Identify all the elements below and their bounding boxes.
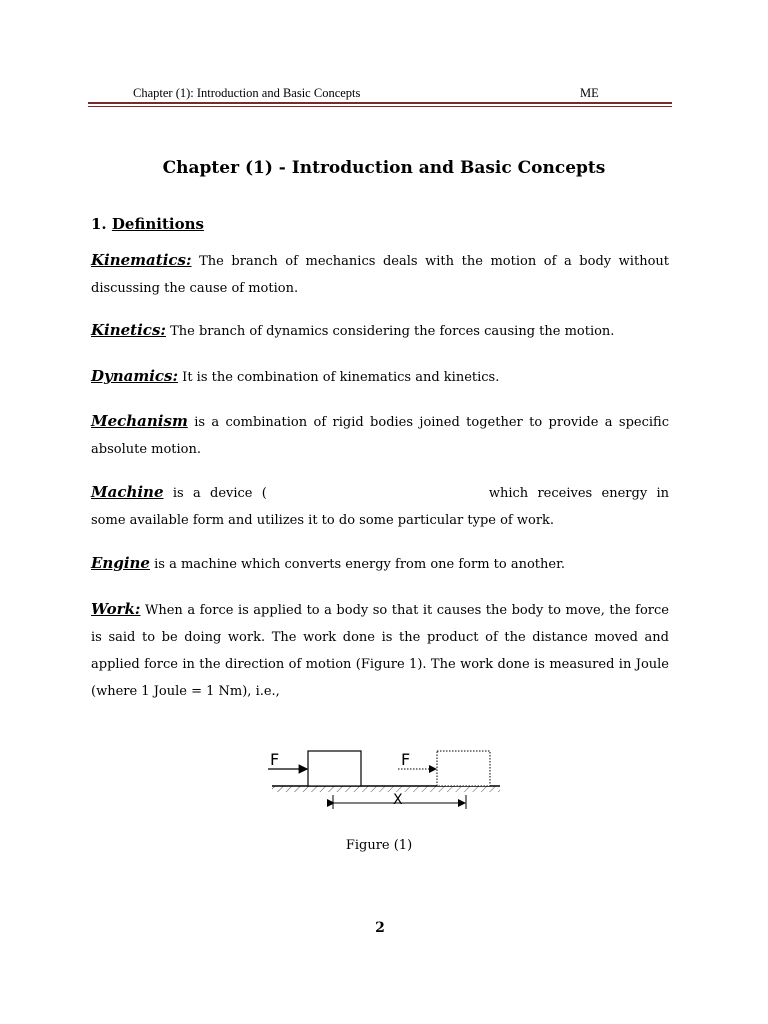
definition-text-before: is a device ( <box>163 486 267 501</box>
figure-caption: Figure (1) <box>345 838 413 853</box>
page-number: 2 <box>375 920 385 936</box>
running-header-right: ME <box>580 86 599 100</box>
term-kinematics: Kinematics: <box>91 251 192 269</box>
definition-text: is a machine which converts energy from one form to another. <box>149 557 566 572</box>
section-number: 1. <box>91 215 107 233</box>
running-header-left: Chapter (1): Introduction and Basic Concepts <box>133 86 361 100</box>
force-label-left: F <box>270 750 280 769</box>
force-label-right: F <box>401 750 411 769</box>
distance-label: X <box>393 792 403 808</box>
term-mechanism: Mechanism <box>91 412 188 430</box>
definition-text: It is the combination of kinematics and kinetics. <box>178 370 500 385</box>
term-work: Work: <box>91 600 141 618</box>
term-kinetics: Kinetics: <box>91 321 166 339</box>
term-dynamics: Dynamics: <box>91 367 179 385</box>
term-machine: Machine <box>91 483 164 501</box>
section-title: Definitions <box>111 215 204 233</box>
page-title: Chapter (1) - Introduction and Basic Concepts <box>162 158 606 178</box>
definition-text: When a force is applied to a body so that it causes the body to move, the force is said to be doing work. The work done is the product of the distance moved and applied force in the direction of motion (Figure 1). The work done is measured in Joule (where 1 Joule = 1 Nm), i.e., <box>91 603 669 699</box>
term-engine: Engine <box>91 554 150 572</box>
block-initial <box>308 751 361 786</box>
definition-text: The branch of mechanics deals with the motion of a body without discussing the cause of motion. <box>91 254 669 296</box>
definition-text: is a combination of rigid bodies joined together to provide a specific absolute motion. <box>91 415 669 457</box>
definition-text-after: which receives energy in some available form and utilizes it to do some particular type of work. <box>91 486 669 528</box>
block-final <box>437 751 490 786</box>
ground-hatch <box>272 786 500 792</box>
definition-text: The branch of dynamics considering the forces causing the motion. <box>165 324 615 339</box>
